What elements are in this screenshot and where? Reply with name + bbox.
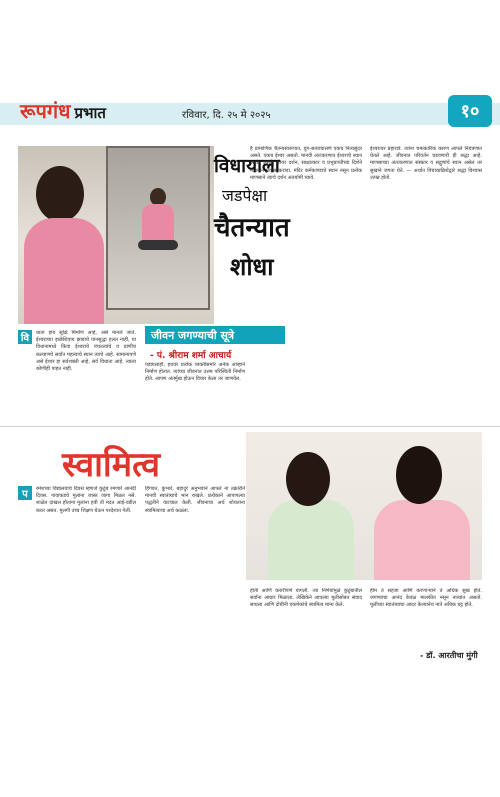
article1-title-line1: विधायाला bbox=[214, 155, 280, 177]
meditating-figure-reflection bbox=[138, 188, 178, 258]
article1-title-line4: शोधा bbox=[230, 252, 274, 281]
mother-head bbox=[286, 452, 330, 506]
article1-title-line3: चैतन्यात bbox=[214, 213, 290, 243]
page-number: १० bbox=[448, 95, 492, 127]
article1-column-1: धाता हाय सूक्षि मिर्माण आहे, असे मानले जाते. ईश्वराच्या इच्छेशिवाय झाडाचे पानसुद्धा हलत नाही, या विधानामध्ये किंवा ईश्वराचे पंचतत्वांचे व प्राणींच कल्याणचे सर्वांत महत्त्वाचे स्थान त्याचे आहे. सामान्यपणे असे ईश्वर हा सर्वशक्ती आहे, सर्व विधाता आहे. त्याला कोणीही पाहत नाही. bbox=[36, 330, 136, 373]
article1-dropcap: वि bbox=[18, 330, 32, 344]
daughter-figure bbox=[374, 500, 470, 580]
page-masthead bbox=[0, 95, 500, 127]
woman-figure bbox=[18, 166, 108, 324]
logo-sub: प्रभात bbox=[74, 104, 106, 122]
mother-figure bbox=[268, 500, 354, 580]
section-divider bbox=[0, 426, 500, 427]
article1-column-4: ईश्वरावर प्रहारावे. त्यांना चमत्कारिक कारण आपले नियंत्रणात घेतले आहे. जीवनात परिवर्तन घडवणारी ही श्रद्धा आहे. माणसाच्या अंतःकरणात संस्कार व सद्गुणांचे स्थान असेल तर सुखाने जगता येते. — अर्थात विचारप्रक्रियेद्वारे श्रद्धा विश्वास उत्पन्न होतो. bbox=[370, 146, 482, 181]
article2-title: स्वामित्व bbox=[62, 445, 160, 485]
logo-text: रूपगंध bbox=[20, 99, 71, 123]
issue-date: रविवार, दि. २५ मे २०२५ bbox=[182, 110, 271, 121]
article1-title-line2: जडपेक्षा bbox=[222, 186, 268, 205]
mirror-image bbox=[106, 146, 210, 310]
supplement-logo bbox=[20, 97, 106, 124]
daughter-head bbox=[396, 446, 442, 504]
article2-signoff: - डॉ. आरतीचा मुंगी bbox=[420, 651, 478, 660]
article2-column-2: हिंगवत, कुंभारे, बहादुरे अनुभवाने आपले ना तक्रारीने मानवी स्वातंत्र्याचे भान राखले. प्रत्येकाने आपापल्या पद्धतीने वाटचाल केली. जीवनाचा अर्थ शोधताना स्वामित्वाचा अर्थ कळला. bbox=[145, 486, 245, 514]
article2-column-4: हीम ते सहजा आणि करणाऱ्याने ते अधिक सुख होते. जगण्याचा आनंद केवळ मालकीत नसून नात्यांत असतो. मुलीच्या स्वातंत्र्याचा आदर केल्यानेच नाते अधिक घट्ट होते. bbox=[370, 588, 482, 609]
article2-column-1: रमेशच्या विद्यालयाचे दिवस म्हणजे कुटुंब रमणारे आनंदी दिवस. गावाकडचे मुलांना जास्त जागा मिळत नसे. शाळेत दाखल होताना मुलांना हवी ती मदत आई-वडील करत असत. मुलगी उच्च शिक्षण घेऊन परदेशात गेली. bbox=[36, 486, 136, 514]
article2-dropcap: प bbox=[18, 486, 32, 500]
article2-column-3: होती आणि करारीपणे वागली. त्या निर्णयांमुळे कुटुंबातील सर्वांना आधार मिळाला. लेखिकेने आपल्या मुलीसोबत संवाद साधला आणि दोघींनी एकमेकांचे स्वामित्व मान्य केले. bbox=[250, 588, 362, 609]
series-label: जीवन जगण्याची सूत्रे bbox=[145, 326, 285, 344]
article1-column-2: पडायलाही, इथवर प्रत्येक व्यक्तीसमोर अनेक आव्हाने निर्माण होतात. त्यांच्या जीवनात उत्तम परिस्थिती निर्माण होते. आपण अंतर्मुख होऊन विचार केला तर जाणवेल. bbox=[145, 362, 245, 383]
article1-byline: - पं. श्रीराम शर्मा आचार्य bbox=[150, 351, 232, 361]
article1-photo bbox=[18, 146, 214, 324]
article1-column-3: है प्रामाणिक चैतन्यस्वरूपात, युग-सत्याचालणे एकच नित्यसुंदर असते. एकच ईश्वर असतो. मानवी अंतःकरणात ईश्वराचे स्थान अढळ असते. ईश्वर दर्शन, साक्षात्कार व प्रभुप्राप्तीच्या दिशेने मानवाने प्रवास करावा. मंदिर कर्मकाण्डाचे स्थान नसून प्रत्येक माणसाने त्याचे दर्शन अंतर्यामी घ्यावे. bbox=[250, 146, 362, 181]
article2-photo bbox=[246, 432, 482, 580]
